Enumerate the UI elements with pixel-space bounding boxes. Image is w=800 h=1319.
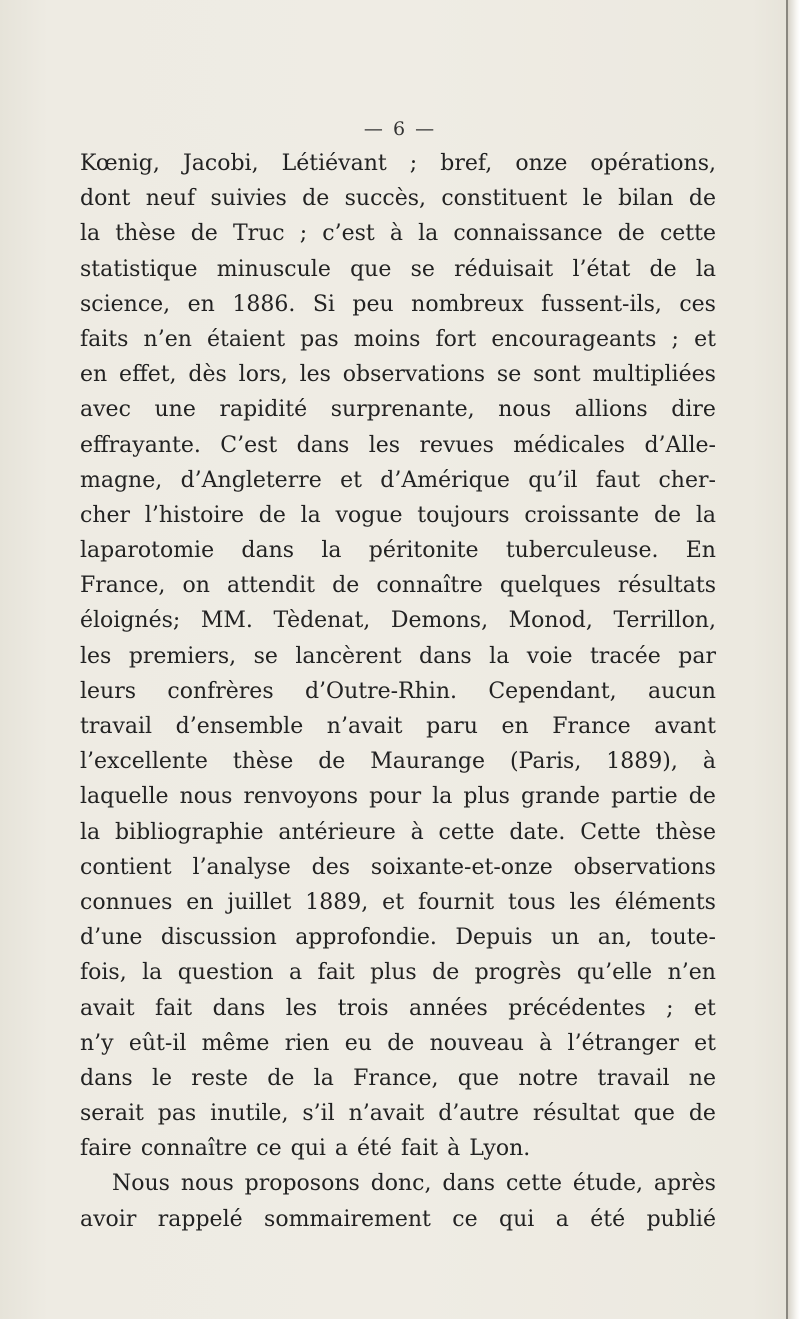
word: cher [80, 502, 131, 528]
word: rapidité [219, 397, 308, 423]
word: tous [507, 889, 556, 915]
word: dans [241, 538, 295, 564]
word: soixante-et-onze [370, 854, 553, 880]
text-line [80, 1166, 716, 1201]
word: date. [509, 819, 566, 845]
word: observations [573, 854, 716, 880]
text-line [80, 181, 716, 216]
word: thèse [115, 221, 176, 247]
word: ; [671, 326, 679, 352]
word: ne [688, 1065, 716, 1091]
text-line [80, 674, 716, 709]
word: se [410, 256, 435, 282]
word: de [688, 186, 716, 212]
word: l’état [572, 256, 631, 282]
word: par [678, 643, 716, 669]
word: pour [369, 784, 422, 810]
word: fussent-ils, [541, 291, 662, 317]
word: en [186, 889, 214, 915]
word: partie [611, 784, 678, 810]
word: voie [526, 643, 573, 669]
word: dire [671, 397, 716, 423]
word: surprenante, [330, 397, 475, 423]
word: faits [80, 326, 129, 352]
word: travail [80, 714, 153, 739]
word: cette [438, 819, 495, 845]
word: les [80, 643, 112, 669]
word: a [555, 1206, 569, 1232]
word: et [694, 326, 716, 352]
word: en [80, 362, 108, 388]
text-line [80, 1061, 716, 1096]
word: plus [370, 960, 417, 986]
word: bibliographie [114, 819, 264, 845]
word: de [688, 1101, 716, 1127]
word: années [409, 995, 488, 1021]
word: encourageants [491, 326, 657, 352]
word: toute- [650, 925, 716, 951]
word: lancèrent [295, 643, 402, 669]
word: éloignés; [80, 608, 181, 634]
word: moins [353, 326, 421, 352]
word: constituent [441, 186, 568, 212]
word: proposons [244, 1171, 360, 1197]
word: se [496, 362, 522, 388]
word: grande [521, 784, 601, 810]
word: rappelé [157, 1206, 243, 1232]
word: sont [533, 362, 581, 388]
word: peu [352, 291, 394, 317]
word: de [432, 960, 460, 986]
word: ; [299, 221, 308, 247]
word: que [457, 1065, 500, 1091]
word: Létiévant [281, 151, 387, 176]
word: de [267, 1065, 295, 1091]
word: reste [191, 1065, 248, 1091]
word: donc, [370, 1171, 432, 1197]
word: nous [180, 1171, 234, 1197]
word: sommairement [264, 1206, 431, 1232]
word: multipliées [592, 362, 716, 388]
word: renvoyons [243, 784, 359, 810]
word: avoir [80, 1206, 137, 1232]
word: travail [597, 1065, 670, 1091]
text-line [80, 779, 716, 814]
word: Tèdenat, [273, 608, 371, 634]
word: c’est [322, 221, 375, 247]
word: l’excellente [80, 749, 208, 775]
word: faire [80, 1136, 132, 1162]
word: et [340, 467, 362, 493]
text-line [80, 1131, 716, 1166]
word: Demons, [390, 608, 489, 634]
page-number: — 6 — [363, 118, 437, 140]
word: la [142, 960, 163, 986]
word: onze [515, 151, 568, 176]
text-line [80, 216, 716, 251]
word: fort [435, 326, 477, 352]
word: quelques [499, 573, 601, 599]
word: les [285, 995, 318, 1021]
word: nous [179, 784, 233, 810]
word: bref, [440, 151, 493, 176]
text-line [80, 252, 716, 287]
word: s’il [302, 1101, 335, 1127]
word: avait [80, 995, 135, 1021]
word: rien [284, 1030, 330, 1056]
word: suivies [210, 186, 287, 212]
word: connaissance [453, 221, 603, 247]
word: ce [452, 1206, 478, 1232]
word: lors, [238, 362, 288, 388]
word: la [80, 819, 101, 845]
word: les [368, 432, 401, 458]
text-line [80, 639, 716, 674]
word: de [617, 221, 645, 247]
word: Maurange [370, 749, 485, 775]
word: progrès [474, 960, 562, 986]
word: succès, [344, 186, 427, 212]
word: observations [342, 362, 486, 388]
word: l’analyse [192, 854, 291, 880]
word: de [649, 256, 677, 282]
word: an, [597, 925, 633, 951]
word: de [332, 573, 360, 599]
word: confrères [167, 678, 274, 704]
text-line [80, 392, 716, 427]
word: science, [80, 291, 171, 317]
word: En [685, 538, 716, 564]
text-line [80, 428, 716, 463]
word: qu’elle [576, 960, 653, 986]
word: fait [400, 1136, 439, 1162]
word: et [382, 889, 405, 915]
word: d’Outre-Rhin. [304, 678, 457, 704]
text-line [80, 463, 716, 498]
word: neuf [145, 186, 196, 212]
text-line [80, 885, 716, 920]
word: la [695, 502, 716, 528]
word: publié [646, 1206, 716, 1232]
word: antérieure [278, 819, 396, 845]
text-line [80, 322, 716, 357]
word: la [313, 1065, 334, 1091]
text-line [80, 146, 716, 181]
word: n’avait [326, 714, 403, 739]
word: cette [659, 221, 716, 247]
word: Cette [580, 819, 641, 845]
word: nombreux [411, 291, 524, 317]
text-line [80, 498, 716, 533]
word: leurs [80, 678, 137, 704]
word: en [501, 714, 529, 739]
word: à [389, 221, 403, 247]
word: à [539, 1030, 553, 1056]
word: dans [212, 995, 266, 1021]
word: laquelle [80, 784, 169, 810]
word: Monod, [508, 608, 593, 634]
word: n’en [143, 326, 192, 352]
word: avant [654, 714, 716, 739]
text-line [80, 920, 716, 955]
word: en [187, 291, 215, 317]
word: fournit [417, 889, 495, 915]
page-edge [786, 0, 800, 1319]
word: l’histoire [144, 502, 244, 528]
word: la [695, 256, 716, 282]
word: qui [290, 1136, 326, 1162]
word: précédentes [508, 995, 646, 1021]
word: revues [419, 432, 494, 458]
body-text [80, 146, 716, 1237]
word: Kœnig, [80, 151, 160, 176]
word: tuberculeuse. [505, 538, 659, 564]
word: un [550, 925, 580, 951]
word: Terrillon, [613, 608, 716, 634]
word: la [321, 538, 342, 564]
word: eût-il [128, 1030, 187, 1056]
word: juillet [227, 889, 292, 915]
word: dans [296, 432, 350, 458]
word: la [300, 502, 321, 528]
word: de [387, 1030, 415, 1056]
word: été [357, 1136, 392, 1162]
word: a [334, 1136, 349, 1162]
word: effrayante. [80, 432, 201, 458]
text-line [80, 357, 716, 392]
word: une [154, 397, 196, 423]
word: Si [312, 291, 335, 317]
word: fait [317, 960, 355, 986]
word: minuscule [216, 256, 331, 282]
word: avec [80, 397, 131, 423]
word: 1889, [305, 889, 369, 915]
word: ce [256, 1136, 282, 1162]
word: notre [518, 1065, 579, 1091]
word: contient [80, 854, 172, 880]
text-line [80, 709, 716, 744]
word: ces [679, 291, 716, 317]
word: Nous [112, 1171, 170, 1197]
word: discussion [160, 925, 277, 951]
word: fait [155, 995, 193, 1021]
word: thèse [232, 749, 294, 775]
word: dans [419, 643, 472, 669]
word: dont [80, 186, 131, 212]
word: Truc [232, 221, 285, 247]
word: n’y [80, 1030, 114, 1056]
word: tracée [589, 643, 661, 669]
word: résultats [617, 573, 716, 599]
word: nouveau [429, 1030, 524, 1056]
word: MM. [200, 608, 253, 634]
word: connues [80, 889, 173, 915]
word: pas [157, 1101, 197, 1127]
text-line [80, 603, 716, 638]
word: d’ensemble [175, 714, 304, 739]
word: le [582, 186, 603, 212]
text-line [80, 1096, 716, 1131]
word: France, [80, 573, 166, 599]
word: France [552, 714, 631, 739]
word: d’Alle- [644, 432, 716, 458]
text-line [80, 287, 716, 322]
word: n’en [667, 960, 716, 986]
word: Lyon. [469, 1136, 531, 1162]
word: a [289, 960, 303, 986]
word: C’est [220, 432, 278, 458]
word: des [311, 854, 351, 880]
word: éléments [614, 889, 716, 915]
word: connaître [376, 573, 483, 599]
word: attendit [227, 573, 315, 599]
word: on [182, 573, 210, 599]
word: croissante [524, 502, 640, 528]
word: premiers, [128, 643, 237, 669]
word: pas [300, 326, 339, 352]
word: vogue [335, 502, 403, 528]
word: se [253, 643, 278, 669]
word: qui [499, 1206, 535, 1232]
word: trois [337, 995, 389, 1021]
word: après [653, 1171, 716, 1197]
word: 1886. [232, 291, 296, 317]
word: bilan [618, 186, 674, 212]
word: ; [666, 995, 674, 1021]
word: inutile, [210, 1101, 289, 1127]
word: dès [188, 362, 227, 388]
word: d’Amérique [380, 467, 510, 493]
word: étaient [207, 326, 286, 352]
word: connaître [140, 1136, 248, 1162]
word: Depuis [455, 925, 533, 951]
word: France, [353, 1065, 439, 1091]
word: médicales [513, 432, 626, 458]
word: de [190, 221, 218, 247]
word: n’avait [348, 1101, 425, 1127]
word: plus [463, 784, 510, 810]
word: faut [595, 467, 641, 493]
text-line [80, 568, 716, 603]
word: (Paris, [509, 749, 582, 775]
word: de [258, 502, 286, 528]
word: que [633, 1101, 675, 1127]
word: d’autre [438, 1101, 519, 1127]
word: résultat [532, 1101, 620, 1127]
word: effet, [119, 362, 177, 388]
text-line [80, 850, 716, 885]
word: à [447, 1136, 461, 1162]
word: la [432, 784, 453, 810]
word: ; [409, 151, 418, 176]
text-line [80, 815, 716, 850]
word: d’Angleterre [180, 467, 322, 493]
word: approfondie. [295, 925, 437, 951]
text-line [80, 955, 716, 990]
text-line [80, 533, 716, 568]
word: à [410, 819, 424, 845]
word: Jacobi, [182, 151, 259, 176]
word: les [569, 889, 601, 915]
word: toujours [417, 502, 510, 528]
text-line [80, 1026, 716, 1061]
word: la [418, 221, 439, 247]
word: serait [80, 1101, 144, 1127]
word: question [177, 960, 274, 986]
word: et [694, 995, 716, 1021]
word: les [299, 362, 331, 388]
word: magne, [80, 467, 163, 493]
word: le [151, 1065, 173, 1091]
word: fois, [80, 960, 127, 986]
word: même [201, 1030, 270, 1056]
word: eu [344, 1030, 372, 1056]
word: laparotomie [80, 538, 215, 564]
word: statistique [80, 256, 198, 282]
word: péritonite [368, 538, 479, 564]
word: 1889), [606, 749, 678, 775]
word: dans [80, 1065, 133, 1091]
word: opérations, [590, 151, 716, 176]
word: de [688, 784, 716, 810]
word: à [702, 749, 716, 775]
word: thèse [655, 819, 716, 845]
word: qu’il [528, 467, 578, 493]
text-line [80, 1202, 716, 1237]
word: que [350, 256, 392, 282]
word: nous [498, 397, 552, 423]
word: aucun [648, 678, 716, 704]
word: paru [426, 714, 478, 739]
word: la [80, 221, 101, 247]
word: de [302, 186, 330, 212]
word: de [318, 749, 346, 775]
word: cette [505, 1171, 562, 1197]
word: Cependant, [488, 678, 617, 704]
text-line [80, 744, 716, 779]
word: réduisait [454, 256, 554, 282]
word: dans [442, 1171, 496, 1197]
word: été [590, 1206, 626, 1232]
word: et [694, 1030, 716, 1056]
word: l’étranger [567, 1030, 679, 1056]
word: allions [574, 397, 648, 423]
word: de [653, 502, 682, 528]
text-line [80, 991, 716, 1026]
word: d’une [80, 925, 143, 951]
word: la [489, 643, 510, 669]
word: cher- [658, 467, 716, 493]
word: étude, [572, 1171, 644, 1197]
